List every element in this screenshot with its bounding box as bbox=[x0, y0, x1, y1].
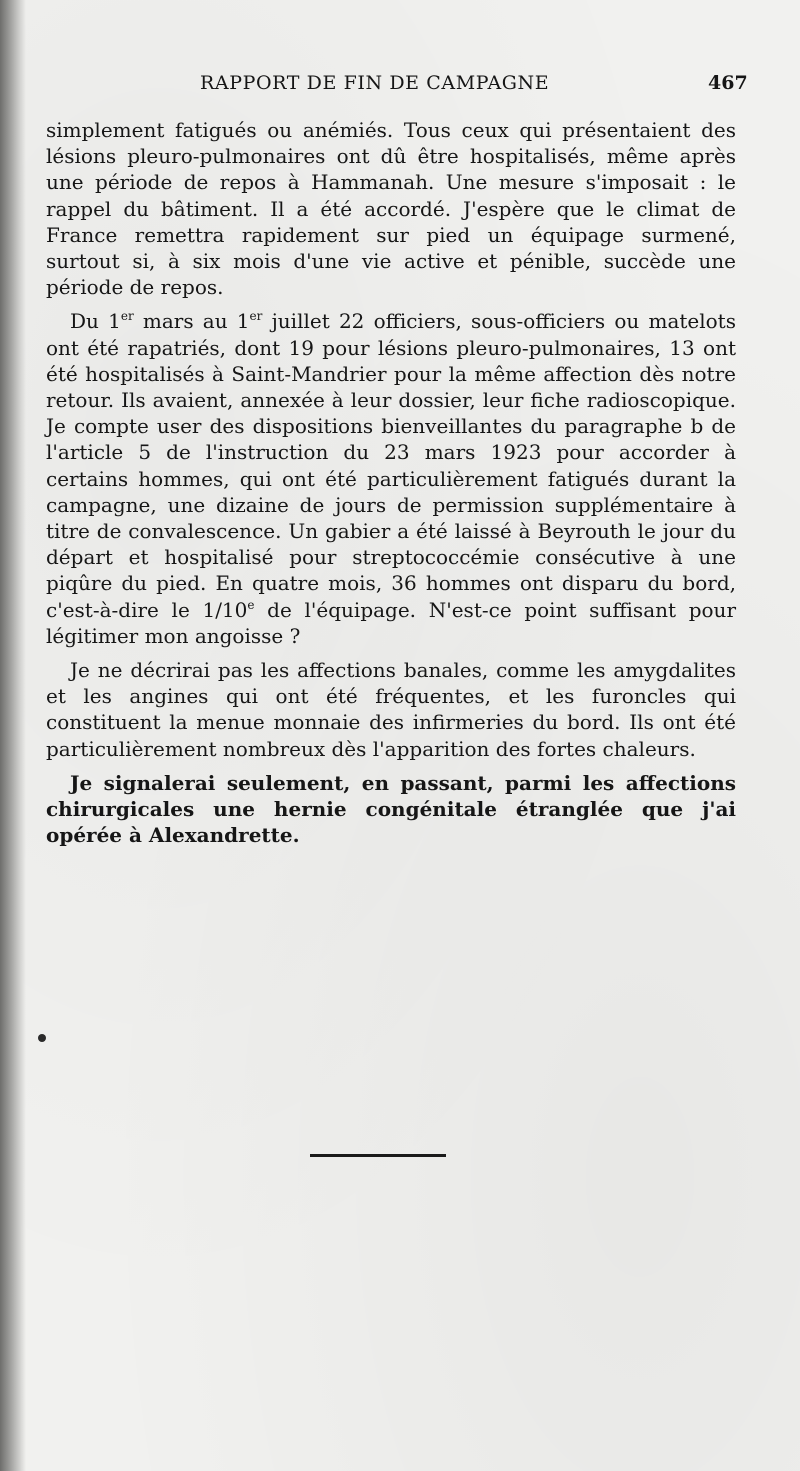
page-header bbox=[0, 72, 800, 100]
paragraph-2-part-c: juillet 22 officiers, sous-officiers ou matelots ont été rapatriés, dont 19 pour lésions pleuro-pulmonaires, 13 ont été hospitalisés à Saint-Mandrier pour la même affection dès notre retour. Ils avaient, annexée à leur dossier, leur fiche radioscopique. Je compte user des dispositions bienveillantes du paragraphe b de l'article 5 de l'instruction du 23 mars 1923 pour accorder à certains hommes, qui ont été particulièrement fatigués durant la campagne, une dizaine de jours de permission supplémentaire à titre de convalescence. Un gabier a été laissé à Beyrouth le jour du départ et hospitalisé pour streptococcémie consécutive à une piqûre du pied. En quatre mois, 36 hommes ont disparu du bord, c'est-à-dire le 1/10 bbox=[46, 309, 736, 622]
superscript-e: e bbox=[247, 597, 255, 612]
superscript-er-1: er bbox=[120, 309, 134, 324]
body-text bbox=[46, 117, 736, 856]
page-binding-shadow bbox=[0, 0, 26, 1471]
paragraph-1: simplement fatigués ou anémiés. Tous ceux qui présentaient des lésions pleuro-pulmonaires ont dû être hospitalisés, même après une période de repos à Hammanah. Une mesure s'imposait : le rappel du bâtiment. Il a été accordé. J'espère que le climat de France remettra rapidement sur pied un équipage surmené, surtout si, à six mois d'une vie active et pénible, succède une période de repos. bbox=[46, 118, 736, 300]
paragraph-2-part-a: Du 1 bbox=[70, 309, 121, 334]
superscript-er-2: er bbox=[249, 309, 263, 324]
paragraph-3: Je ne décrirai pas les affections banales, comme les amygdalites et les angines qui ont été fréquentes, et les furoncles qui constituent la menue monnaie des infirmeries du bord. Ils ont été particulièrement nombreux dès l'apparition des fortes chaleurs. bbox=[46, 658, 736, 761]
paragraph-2-part-b: mars au 1 bbox=[133, 309, 250, 334]
paragraph-4: Je signalerai seulement, en passant, parmi les affections chirurgicales une hernie congénitale étranglée que j'ai opérée à Alexandrette. bbox=[46, 770, 736, 848]
paragraph-2-part-d: de l'équipage. N'est-ce point suffisant pour légitimer mon angoisse ? bbox=[46, 597, 737, 648]
end-rule-divider bbox=[310, 1154, 446, 1157]
ink-dot bbox=[38, 1034, 46, 1042]
paragraph-2 bbox=[46, 308, 736, 649]
running-head: RAPPORT DE FIN DE CAMPAGNE bbox=[200, 72, 550, 94]
page-number: 467 bbox=[708, 72, 748, 94]
